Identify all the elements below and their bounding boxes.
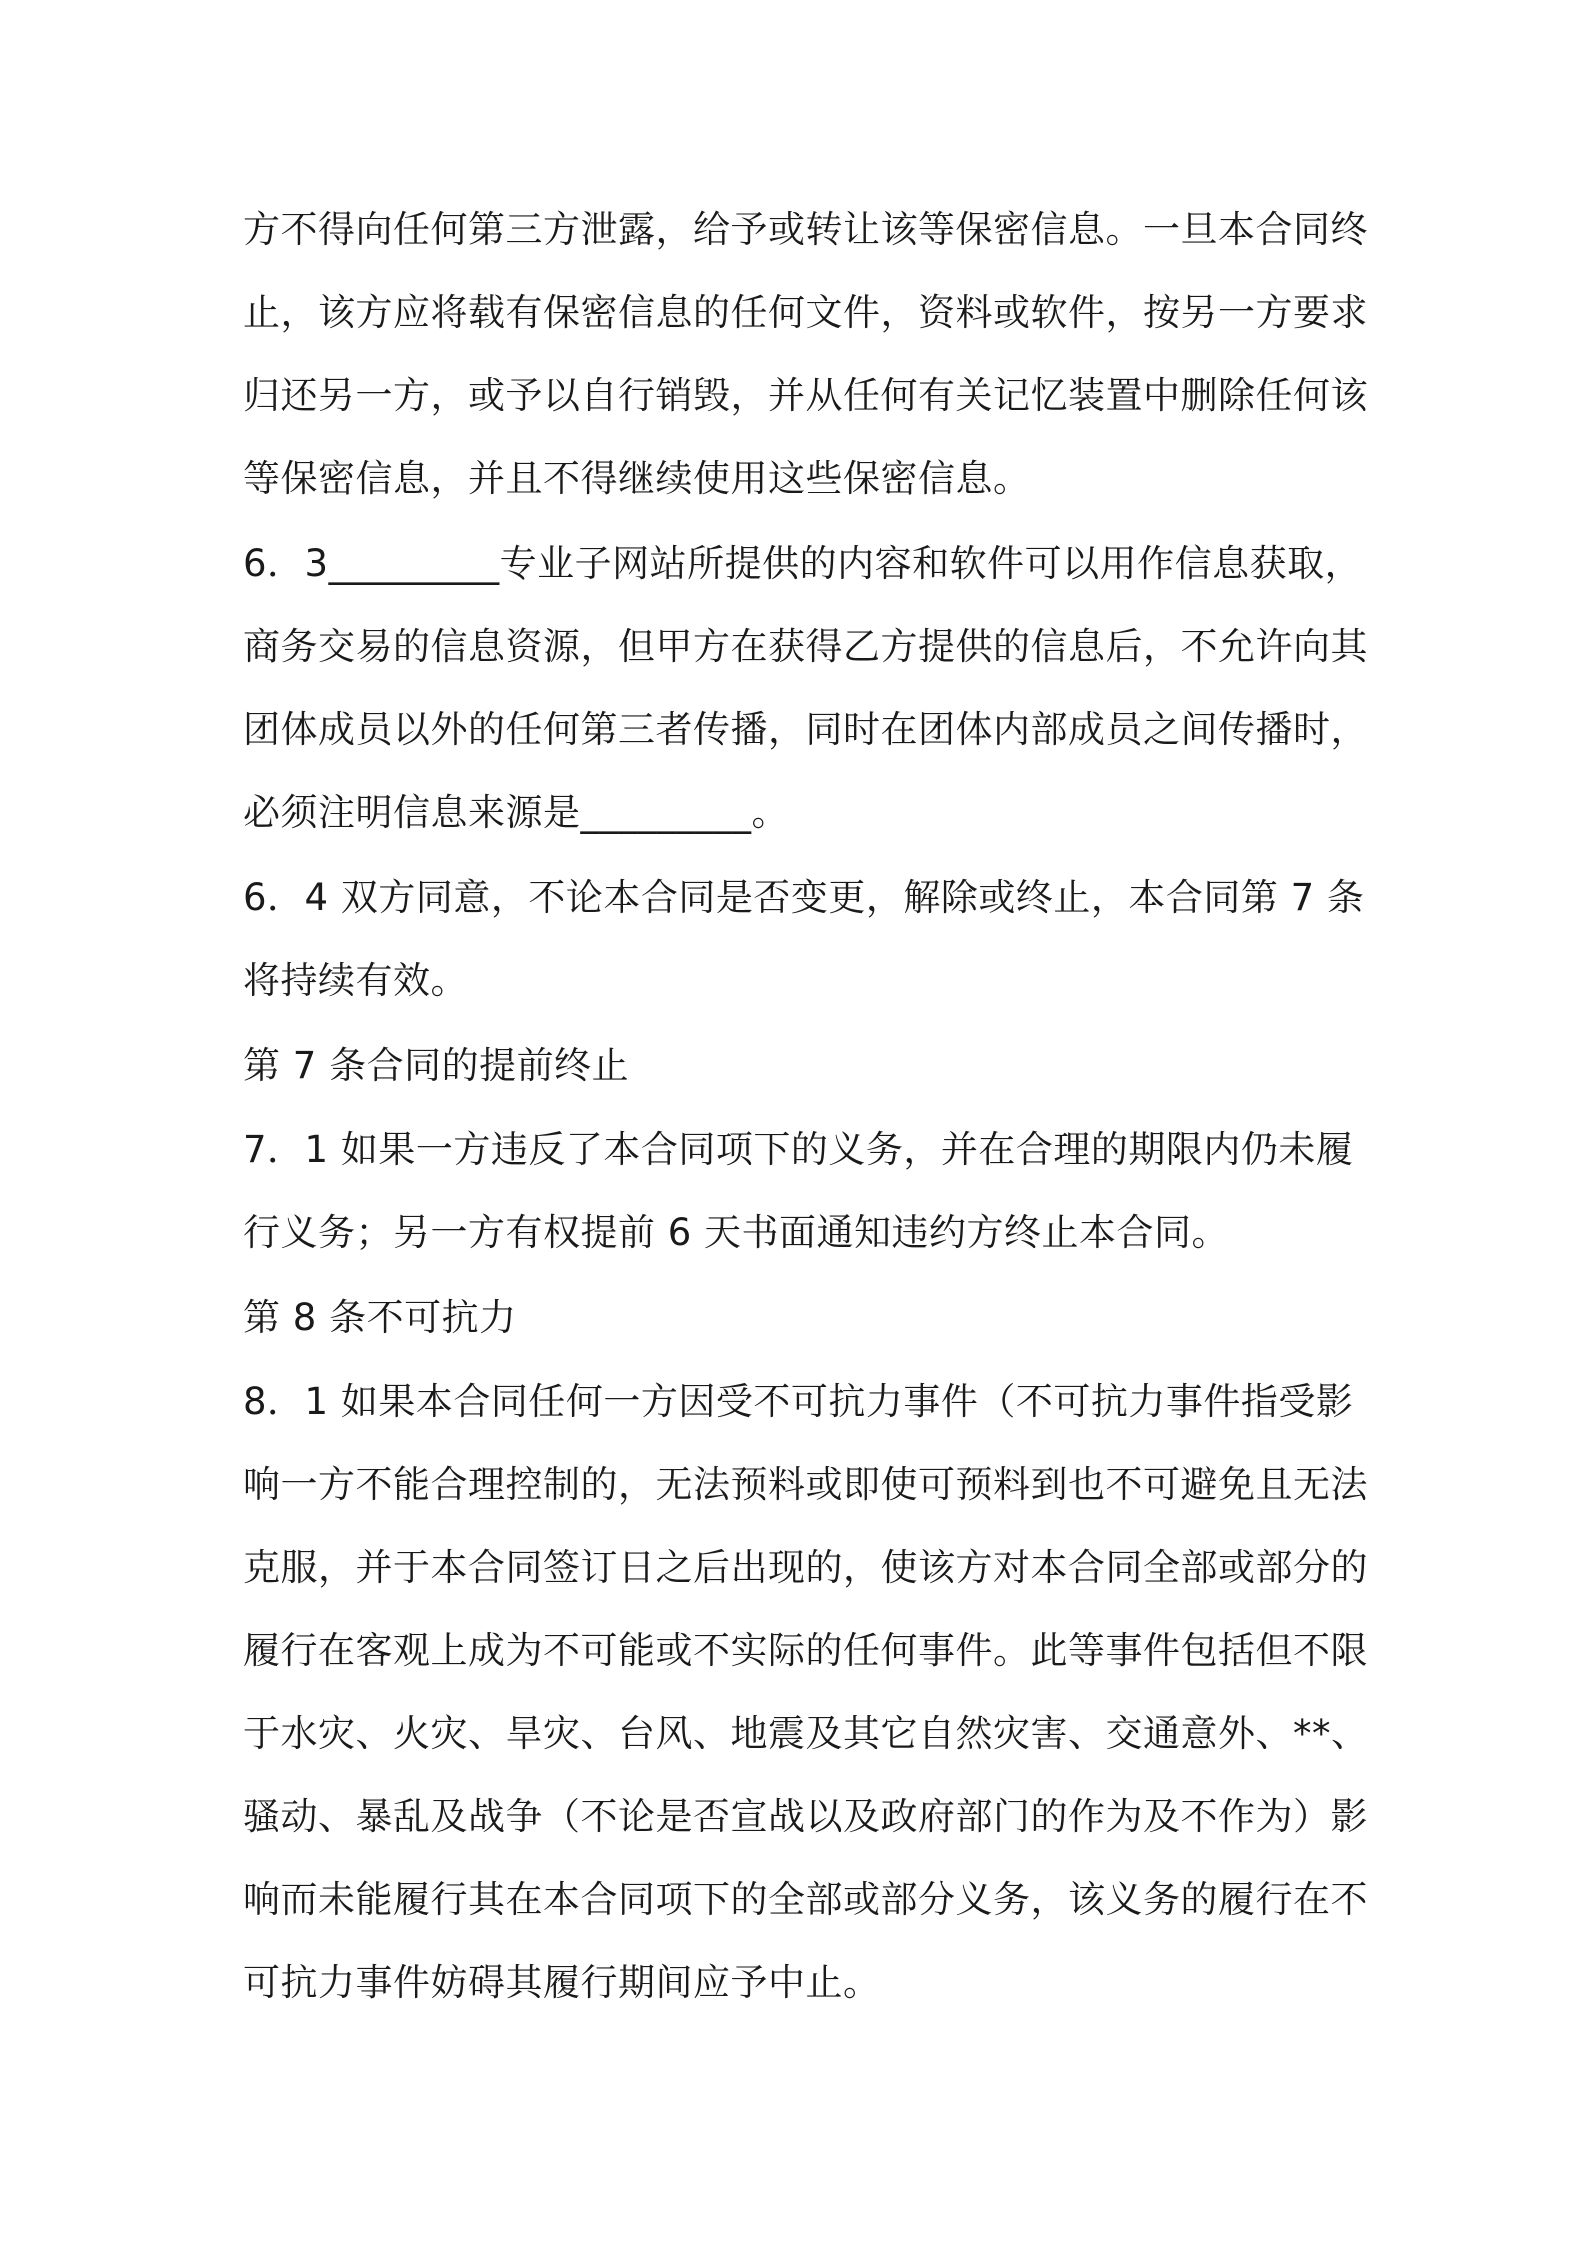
- text-line: 可抗力事件妨碍其履行期间应予中止。: [243, 1961, 881, 2004]
- article-7-heading: 第 7 条合同的提前终止: [243, 1044, 630, 1087]
- text-line: 行义务；另一方有权提前 6 天书面通知违约方终止本合同。: [243, 1211, 1230, 1254]
- clause-7-1-line: 7．1 如果一方违反了本合同项下的义务，并在合理的期限内仍未履: [243, 1128, 1354, 1171]
- text-line: 响一方不能合理控制的，无法预料或即使可预料到也不可避免且无法: [243, 1463, 1368, 1506]
- text-line: 履行在客观上成为不可能或不实际的任何事件。此等事件包括但不限: [243, 1629, 1368, 1672]
- text-line: 骚动、暴乱及战争（不论是否宣战以及政府部门的作为及不作为）影: [243, 1795, 1368, 1838]
- text-line: 团体成员以外的任何第三者传播，同时在团体内部成员之间传播时，: [243, 708, 1368, 751]
- clause-6-4-line: 6．4 双方同意，不论本合同是否变更，解除或终止，本合同第 7 条: [243, 876, 1365, 919]
- text-line: 响而未能履行其在本合同项下的全部或部分义务，该义务的履行在不: [243, 1878, 1368, 1921]
- text-line: 方不得向任何第三方泄露，给予或转让该等保密信息。一旦本合同终: [243, 208, 1368, 251]
- article-8-heading: 第 8 条不可抗力: [243, 1296, 517, 1339]
- text-line: 于水灾、火灾、旱灾、台风、地震及其它自然灾害、交通意外、**、: [243, 1712, 1369, 1755]
- text-line: 将持续有效。: [243, 959, 468, 1002]
- clause-8-1-line: 8．1 如果本合同任何一方因受不可抗力事件（不可抗力事件指受影: [243, 1380, 1354, 1423]
- clause-6-3-line: 6．3_________专业子网站所提供的内容和软件可以用作信息获取，: [243, 542, 1363, 585]
- text-line: 等保密信息，并且不得继续使用这些保密信息。: [243, 457, 1031, 500]
- text-line: 止，该方应将载有保密信息的任何文件，资料或软件，按另一方要求: [243, 291, 1368, 334]
- text-line: 克服，并于本合同签订日之后出现的，使该方对本合同全部或部分的: [243, 1546, 1368, 1589]
- text-line: 必须注明信息来源是_________。: [243, 791, 789, 834]
- text-line: 归还另一方，或予以自行销毁，并从任何有关记忆装置中删除任何该: [243, 374, 1368, 417]
- text-line: 商务交易的信息资源，但甲方在获得乙方提供的信息后，不允许向其: [243, 625, 1368, 668]
